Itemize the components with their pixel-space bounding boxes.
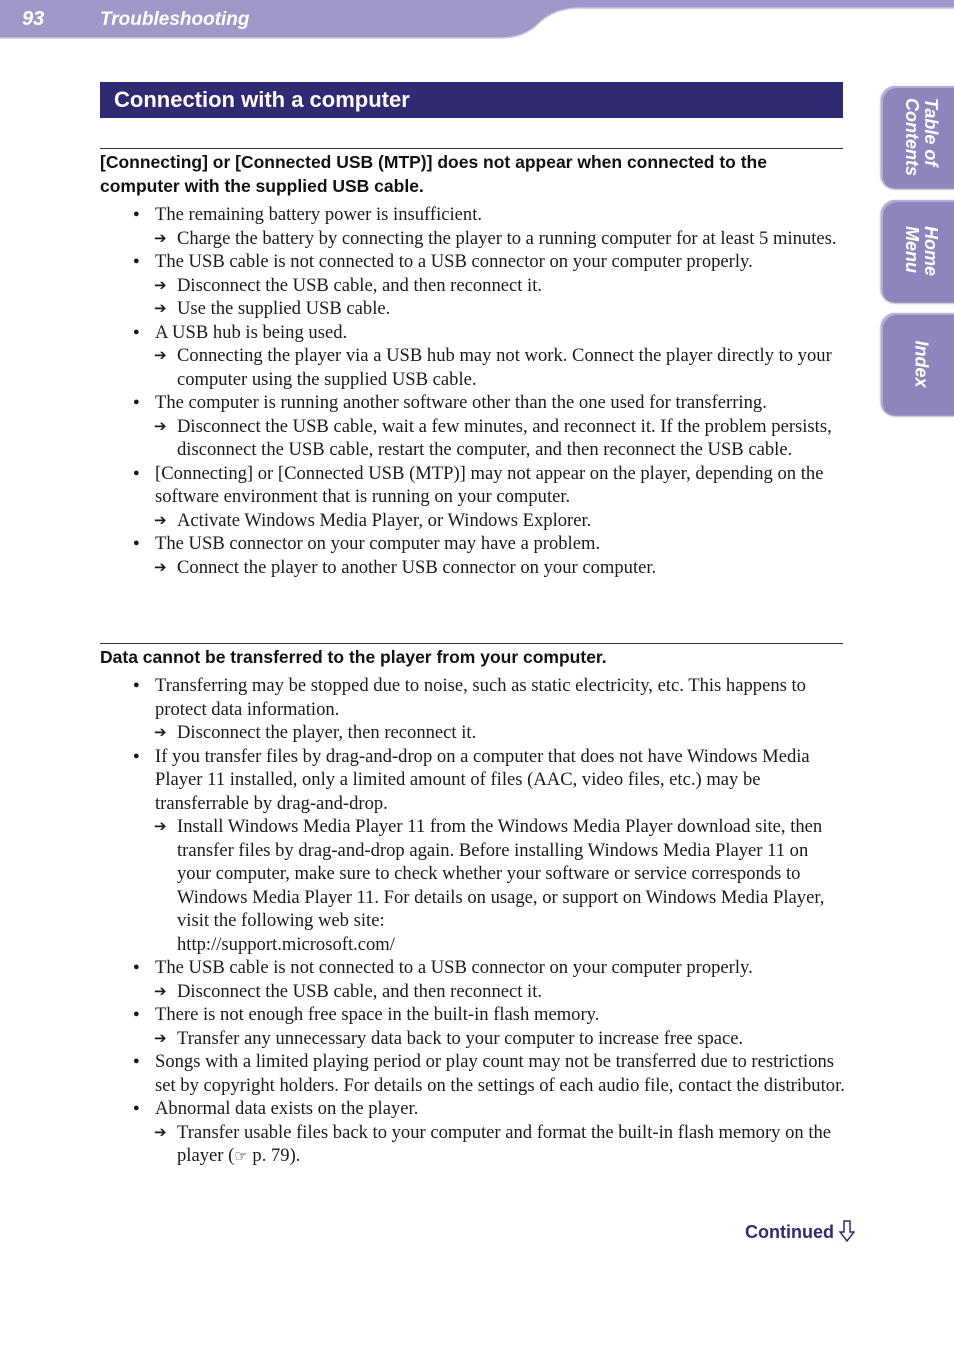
arrow-icon: ➔ [154, 416, 167, 435]
arrow-icon: ➔ [154, 346, 167, 364]
tab-home-menu[interactable] [881, 200, 954, 302]
continued-label: Continued [745, 1222, 834, 1242]
list-item: ● The remaining battery power is insufficient. [100, 203, 845, 227]
continued-link[interactable] [745, 1220, 855, 1243]
fix-item [100, 227, 845, 251]
fix-text: Connecting the player via a USB hub may not work. Connect the player directly to your computer using the supplied USB cable. [177, 345, 832, 390]
tab-label: Home Menu [902, 225, 941, 277]
support-link[interactable]: http://support.microsoft.com/ [177, 933, 395, 955]
fix-text: Disconnect the player, then reconnect it. [177, 722, 477, 743]
arrow-icon: ➔ [154, 299, 167, 317]
fix-item [100, 1121, 845, 1169]
fix-text: Use the supplied USB cable. [177, 298, 391, 319]
fix-item [100, 509, 845, 533]
section-2-list [100, 674, 845, 1169]
page-title-bar [100, 82, 843, 118]
tab-label: Table of Contents [902, 98, 941, 176]
list-item: ● There is not enough free space in the built-in flash memory. [100, 1003, 845, 1027]
fix-text: Disconnect the USB cable, and then reconnect it. [177, 980, 543, 1002]
page-title: Connection with a computer [114, 87, 410, 112]
fix-text: Connect the player to another USB connector on your computer. [177, 556, 657, 578]
list-item: ● A USB hub is being used. [100, 321, 845, 345]
fix-item [100, 274, 845, 298]
arrow-icon: ➔ [154, 557, 167, 576]
arrow-icon: ➔ [154, 1028, 167, 1047]
fix-text: Transfer any unnecessary data back to your computer to increase free space. [177, 1027, 744, 1049]
tab-table-of-contents[interactable] [881, 86, 954, 188]
fix-text: Charge the battery by connecting the player to a running computer for at least 5 minutes. [177, 227, 837, 249]
fix-text-end: p. 79). [247, 1145, 301, 1166]
fix-item [100, 1027, 845, 1051]
list-item: ● Songs with a limited playing period or play count may not be transferred due to restrictions set by copyright holders. For details on the settings of each audio file, contact the distributor. [100, 1050, 845, 1097]
section-heading: [Connecting] or [Connected USB (MTP)] does not appear when connected to the computer with the supplied USB cable. [100, 152, 767, 196]
down-arrow-icon [839, 1220, 855, 1242]
fix-item [100, 415, 845, 462]
list-item: ● The computer is running another software other than the one used for transferring. [100, 391, 845, 415]
list-item: ● [Connecting] or [Connected USB (MTP)] may not appear on the player, depending on the software environment that is running on your computer. [100, 462, 845, 509]
section-heading: Data cannot be transferred to the player from your computer. [100, 647, 607, 667]
fix-item [100, 815, 845, 956]
arrow-icon: ➔ [154, 228, 167, 247]
fix-text: Disconnect the USB cable, wait a few minutes, and reconnect it. If the problem persists, disconnect the USB cable, restart the computer, and then reconnect the USB cable. [177, 415, 832, 460]
fix-item [100, 721, 845, 745]
page-number: 93 [22, 8, 45, 30]
arrow-icon: ➔ [154, 275, 167, 294]
section-1-list [100, 203, 845, 579]
list-item: ● Transferring may be stopped due to noise, such as static electricity, etc. This happens to protect data information. [100, 674, 845, 721]
arrow-icon: ➔ [154, 1122, 167, 1141]
arrow-icon: ➔ [154, 510, 167, 529]
list-item: ● Abnormal data exists on the player. [100, 1097, 845, 1121]
tab-index[interactable] [881, 313, 954, 415]
tab-label: Index [911, 340, 932, 388]
arrow-icon: ➔ [154, 817, 167, 835]
divider [100, 643, 843, 644]
page-header [0, 0, 954, 40]
list-item: ● The USB cable is not connected to a USB connector on your computer properly. [100, 956, 845, 980]
list-item: ● The USB connector on your computer may have a problem. [100, 532, 845, 556]
fix-item [100, 344, 845, 391]
pointing-hand-icon[interactable]: ☞ [234, 1147, 248, 1165]
fix-item [100, 556, 845, 580]
fix-item [100, 980, 845, 1004]
arrow-icon: ➔ [154, 723, 167, 741]
list-item: ● If you transfer files by drag-and-drop on a computer that does not have Windows Media Player 11 installed, only a limited amount of files (AAC, video files, etc.) may be transferrable by drag-and-drop. [100, 745, 845, 816]
fix-text: Install Windows Media Player 11 from the Windows Media Player download site, then transfer files by drag-and-drop again. Before installing Windows Media Player 11 on your computer, make sure to check whether your software or service corresponds to Windows Media Player 11. For details on usage, or support on Windows Media Player, visit the following web site: [177, 816, 825, 931]
fix-item [100, 297, 845, 321]
fix-text: Activate Windows Media Player, or Windows Explorer. [177, 509, 592, 531]
fix-text: Transfer usable files back to your computer and format the built-in flash memory on the player ( [177, 1121, 832, 1166]
list-item: ● The USB cable is not connected to a USB connector on your computer properly. [100, 250, 845, 274]
section-name: Troubleshooting [100, 9, 250, 30]
fix-text: Disconnect the USB cable, and then reconnect it. [177, 274, 543, 296]
divider [100, 148, 843, 149]
arrow-icon: ➔ [154, 981, 167, 1000]
